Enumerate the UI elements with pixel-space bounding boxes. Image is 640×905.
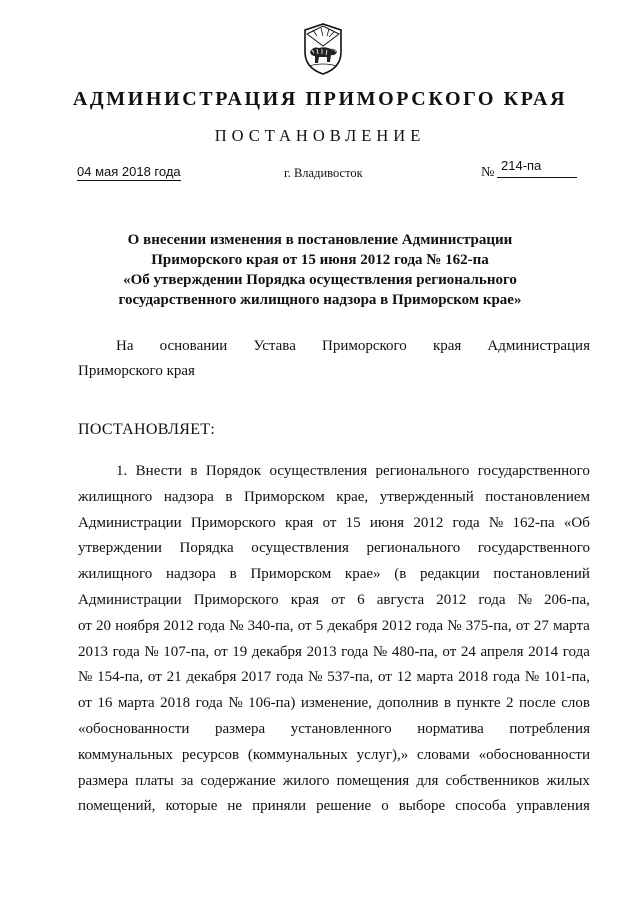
date-underline <box>77 180 181 181</box>
body-word: № <box>308 669 323 686</box>
document-subject <box>90 230 550 310</box>
body-word: редакции <box>420 566 480 583</box>
body-word: от <box>147 669 162 686</box>
document-type: ПОСТАНОВЛЕНИЕ <box>214 126 426 145</box>
body-word: (коммунальных <box>247 746 348 763</box>
body-word: в <box>225 488 233 505</box>
body-word: которые <box>165 798 218 815</box>
body-word: Приморском <box>250 566 332 583</box>
subject-line: О внесении изменения в постановление Администрации <box>127 232 513 248</box>
body-line <box>78 691 590 717</box>
body-word: регионального <box>375 463 470 479</box>
body-word: марта <box>117 695 155 712</box>
body-word: года <box>478 591 506 608</box>
body-word: года <box>341 643 369 660</box>
body-word: № <box>78 669 93 686</box>
body-word: № <box>144 643 159 660</box>
body-word: 375-па, <box>465 617 512 634</box>
body-word: 2014 <box>528 643 559 660</box>
basis-line-continuation: Приморского края <box>78 363 195 379</box>
basis-word: Приморского <box>321 338 407 354</box>
body-word: осуществления <box>269 463 368 479</box>
organization-title: АДМИНИСТРАЦИЯ ПРИМОРСКОГО КРАЯ <box>72 88 568 110</box>
body-word: года <box>112 643 140 660</box>
body-word: от <box>297 617 312 634</box>
body-word: крае, <box>336 488 369 505</box>
body-word: 27 <box>533 617 549 634</box>
body-word: 537-па, <box>327 669 374 686</box>
body-word: 2012 <box>413 514 444 531</box>
subject-line: «Об утверждении Порядка осуществления регионального <box>123 272 517 288</box>
body-word: надзора <box>165 566 216 583</box>
body-word: Администрации <box>78 591 182 608</box>
body-word: приняли <box>252 798 307 815</box>
number-underline <box>497 177 577 178</box>
body-word: от <box>331 591 346 608</box>
body-word: № <box>488 514 504 531</box>
body-word: жилищного <box>78 488 153 505</box>
body-word: для <box>416 772 439 789</box>
body-word: года <box>452 514 480 531</box>
body-word: управления <box>516 798 590 815</box>
body-word: 2018 <box>160 695 191 712</box>
body-word: Внести <box>135 463 182 479</box>
body-word: 6 <box>357 591 365 608</box>
body-word: ресурсов <box>181 746 240 763</box>
body-word: «обоснованности <box>478 746 590 763</box>
body-word: декабря <box>251 643 302 660</box>
body-word: платы <box>135 772 174 789</box>
body-word: жилого <box>282 772 330 789</box>
basis-word: На <box>116 338 134 354</box>
body-line <box>78 743 590 769</box>
body-word: июня <box>369 514 405 531</box>
body-line <box>78 794 590 820</box>
body-word: края <box>284 514 314 531</box>
subject-line: Приморского края от 15 июня 2012 года № 162-па <box>151 252 489 268</box>
body-word: № <box>229 617 244 634</box>
body-paragraph <box>78 459 590 820</box>
body-word: от <box>442 643 457 660</box>
body-word: размера <box>78 772 129 789</box>
body-word: норматива <box>417 720 484 737</box>
body-word: года <box>276 669 304 686</box>
body-word: собственников <box>445 772 540 789</box>
body-word: августа <box>376 591 425 608</box>
body-word: № <box>524 669 540 686</box>
document-date: 04 мая 2018 года <box>77 164 181 179</box>
body-word: ноября <box>115 617 160 634</box>
body-word: от <box>378 669 392 686</box>
body-word: установленного <box>290 720 392 737</box>
body-word: 19 <box>232 643 248 660</box>
body-word: № <box>228 695 243 712</box>
body-word: в <box>229 566 237 583</box>
body-word: 2013 <box>306 643 337 660</box>
body-word: декабря <box>186 669 237 686</box>
body-word: способа <box>455 798 507 815</box>
body-word: постановлений <box>493 566 590 583</box>
body-word: края <box>290 591 320 608</box>
body-line <box>78 562 590 588</box>
body-word: постановлением <box>485 488 590 505</box>
body-word: выборе <box>398 798 446 815</box>
body-word: услуг),» <box>356 746 409 763</box>
body-line <box>78 511 590 537</box>
body-word: года <box>562 643 590 660</box>
body-word: 12 <box>396 669 412 686</box>
body-word: жилых <box>546 772 590 789</box>
body-word: от <box>213 643 228 660</box>
basis-word: Администрация <box>487 338 590 354</box>
body-word: 15 <box>345 514 361 531</box>
coat-of-arms-tiger-icon <box>299 22 347 76</box>
body-word: крае» <box>344 566 381 583</box>
body-word: № <box>517 591 532 608</box>
body-word: от <box>78 695 92 712</box>
body-word: года <box>195 695 223 712</box>
body-word: 2012 <box>381 617 412 634</box>
body-line <box>78 459 590 485</box>
basis-line <box>78 338 590 355</box>
decree-word: ПОСТАНОВЛЯЕТ: <box>78 421 216 438</box>
body-word: 340-па, <box>247 617 294 634</box>
body-word: 101-па, <box>544 669 590 686</box>
body-word: пункте <box>456 695 501 712</box>
body-word: за <box>180 772 194 789</box>
body-word: решение <box>316 798 372 815</box>
body-word: от <box>515 617 530 634</box>
city: г. Владивосток <box>284 166 363 180</box>
body-word: словами <box>417 746 470 763</box>
basis-word: Устава <box>253 338 296 354</box>
body-word: содержание <box>200 772 276 789</box>
body-word: 162-па <box>512 514 555 531</box>
basis-word: основании <box>159 338 228 354</box>
body-word: Администрации <box>78 514 182 531</box>
body-word: в <box>190 463 198 479</box>
body-word: регионального <box>366 540 461 557</box>
body-word: 107-па, <box>163 643 210 660</box>
body-word: Приморского <box>190 514 276 531</box>
body-word: 20 <box>96 617 112 634</box>
body-word: коммунальных <box>78 746 173 763</box>
body-word: 16 <box>97 695 113 712</box>
body-word: 206-па, <box>543 591 590 608</box>
body-word: дополнив <box>377 695 439 712</box>
body-word: помещения <box>336 772 410 789</box>
body-word: «Об <box>563 514 590 531</box>
body-word: после <box>519 695 556 712</box>
body-word: 480-па, <box>391 643 438 660</box>
body-word: в <box>444 695 452 712</box>
number-label: № <box>481 165 495 180</box>
body-word: (в <box>394 566 407 583</box>
body-word: 1. <box>116 463 128 479</box>
body-word: осуществления <box>251 540 349 557</box>
body-word: Приморском <box>244 488 325 505</box>
body-word: № <box>447 617 462 634</box>
body-word: размера <box>214 720 266 737</box>
body-word: 2017 <box>241 669 272 686</box>
body-word: марта <box>553 617 590 634</box>
body-word: 5 <box>315 617 324 634</box>
subject-line: государственного жилищного надзора в Приморском крае» <box>118 292 522 308</box>
body-word: от <box>78 617 92 634</box>
body-word: 2012 <box>436 591 467 608</box>
body-word: не <box>227 798 243 815</box>
body-word: Порядка <box>179 540 234 557</box>
body-line <box>78 640 590 666</box>
basis-word: края <box>432 338 462 354</box>
document-number: 214-па <box>501 158 542 173</box>
body-word: 2013 <box>78 643 108 660</box>
body-line <box>78 536 590 562</box>
body-word: 2018 <box>458 669 489 686</box>
body-line <box>78 769 590 795</box>
body-word: декабря <box>327 617 378 634</box>
body-word: года <box>415 617 444 634</box>
body-word: 106-па) <box>248 695 296 712</box>
body-word: апреля <box>480 643 524 660</box>
body-word: № <box>372 643 388 660</box>
body-word: жилищного <box>78 566 153 583</box>
body-line <box>78 717 590 743</box>
body-word: помещений, <box>78 798 156 815</box>
body-line <box>78 485 590 511</box>
body-word: Порядок <box>205 463 262 479</box>
body-word: года <box>197 617 225 634</box>
body-line <box>78 665 590 691</box>
body-word: потребления <box>509 720 590 737</box>
body-line <box>78 614 590 640</box>
body-word: 2012 <box>163 617 194 634</box>
body-word: от <box>322 514 337 531</box>
body-word: государственного <box>477 540 590 557</box>
body-word: 154-па, <box>97 669 144 686</box>
body-word: о <box>381 798 389 815</box>
body-word: 2 <box>506 695 514 712</box>
body-word: государственного <box>477 463 590 479</box>
body-word: слов <box>561 695 590 712</box>
body-word: 21 <box>166 669 182 686</box>
body-word: изменение, <box>300 695 372 712</box>
body-word: Приморского <box>193 591 279 608</box>
body-word: утвержденный <box>379 488 474 505</box>
body-word: утверждении <box>78 540 162 557</box>
body-word: года <box>492 669 521 686</box>
body-word: 24 <box>460 643 476 660</box>
body-word: марта <box>416 669 454 686</box>
body-line <box>78 588 590 614</box>
body-word: надзора <box>163 488 214 505</box>
body-word: «обоснованности <box>78 720 190 737</box>
